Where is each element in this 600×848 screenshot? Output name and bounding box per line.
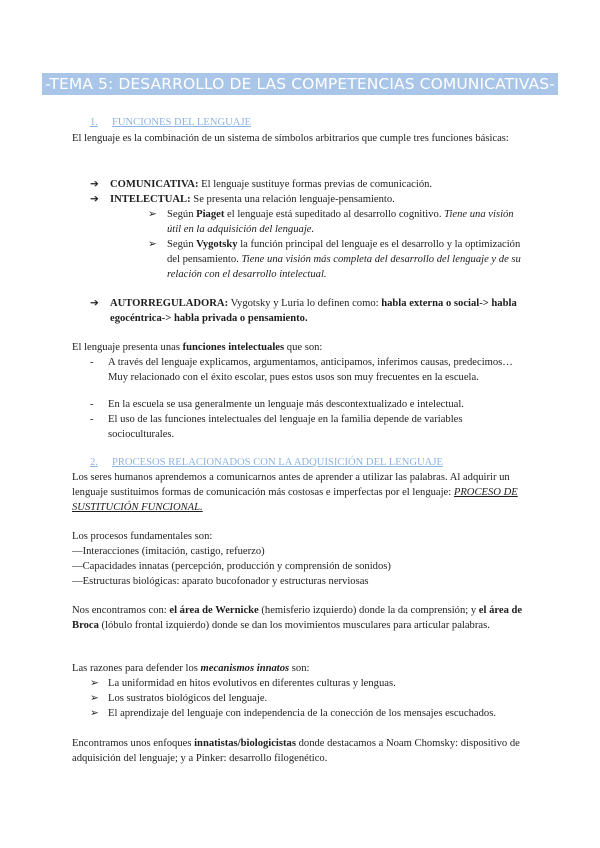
section-heading-text: FUNCIONES DEL LENGUAJE [111, 117, 252, 128]
list-item: ➢ El aprendizaje del lenguaje con independencia de la conección de los mensajes escuchados. [90, 708, 496, 719]
section-number: 1. [90, 117, 98, 128]
dash-bullet: - [90, 414, 94, 425]
section1-intro: El lenguaje es la combinación de un sistema de símbolos arbitrarios que cumple tres funciones básicas: [72, 133, 509, 144]
section2-intro: Los seres humanos aprendemos a comunicarnos antes de aprender a utilizar las palabras. Al adquirir un lenguaje sustituimos formas de comunicación más costosas e imperfectas por el lenguaje: PROCESO DE SUSTITUCIÓN FUNCIONAL. [72, 472, 518, 513]
dash-bullet: - [90, 399, 94, 410]
list-item: ➢ La uniformidad en hitos evolutivos en diferentes culturas y lenguas. [90, 678, 396, 689]
processes-title: Los procesos fundamentales son: [72, 531, 213, 542]
triangle-bullet-icon: ➢ [90, 693, 99, 704]
function-label: AUTORREGULADORA: [110, 298, 229, 309]
author-name: Vygotsky [196, 239, 238, 250]
section-heading-2 [90, 455, 443, 470]
list-item: - A través del lenguaje explicamos, argumentamos, anticipamos, inferimos causas, predecimos… Muy relacionado con el éxito escolar, pues estos usos son muy frecuentes en la escuela. [90, 357, 513, 383]
section-heading-1 [90, 115, 251, 130]
emphasis-text: PROCESO DE SUSTITUCIÓN FUNCIONAL. [72, 487, 518, 513]
function-label: COMUNICATIVA: [110, 179, 199, 190]
reasons-intro: Las razones para defender los mecanismos innatos son: [72, 663, 310, 674]
area-name: el área de Broca [72, 605, 523, 631]
triangle-bullet-icon: ➢ [148, 209, 157, 220]
list-item: ➢ Según Vygotsky la función principal del lenguaje es el desarrollo y la optimización del pensamiento. Tiene una visión más completa del desarrollo del lenguaje y de su relación con el desarrollo intelectual. [148, 239, 521, 280]
list-item [90, 192, 530, 207]
bold-text: habla externa o social-> habla egocéntrica-> habla privada o pensamiento. [110, 298, 517, 324]
function-label: INTELECTUAL: [110, 194, 191, 205]
dash-bullet: - [90, 357, 94, 368]
process-item: —Interacciones (imitación, castigo, refuerzo) [72, 546, 265, 557]
section-heading-text: PROCESOS RELACIONADOS CON LA ADQUISICIÓN DEL LENGUAJE [111, 457, 443, 468]
arrow-bullet-icon: ➔ [90, 298, 99, 309]
triangle-bullet-icon: ➢ [90, 708, 99, 719]
intellectual-functions-intro: El lenguaje presenta unas funciones intelectuales que son: [72, 342, 323, 353]
process-item: —Capacidades innatas (percepción, producción y comprensión de sonidos) [72, 561, 391, 572]
page-title-text: -TEMA 5: DESARROLLO DE LAS COMPETENCIAS COMUNICATIVAS- [42, 73, 558, 95]
function-text: El lenguaje sustituye formas previas de comunicación. [198, 179, 433, 190]
triangle-bullet-icon: ➢ [148, 239, 157, 250]
arrow-bullet-icon: ➔ [90, 194, 99, 205]
italic-note: Tiene una visión útil en la adquisición del lenguaje. [167, 209, 514, 235]
arrow-bullet-icon: ➔ [90, 179, 99, 190]
list-item: ➔ AUTORREGULADORA: Vygotsky y Luria lo definen como: habla externa o social-> habla egocéntrica-> habla privada o pensamiento. [90, 298, 517, 324]
function-text: Se presenta una relación lenguaje-pensamiento. [190, 194, 395, 205]
list-item: ➢ Los sustratos biológicos del lenguaje. [90, 693, 268, 704]
brain-areas-para: Nos encontramos con: el área de Wernicke (hemisferio izquierdo) donde la da comprensión; y el área de Broca (lóbulo frontal izquierdo) donde se dan los movimientos musculares para articular palabras. [72, 605, 523, 631]
list-item: - En la escuela se usa generalmente un lenguaje más descontextualizado e intelectual. [90, 399, 464, 410]
page-title [0, 73, 600, 95]
process-item: —Estructuras biológicas: aparato bucofonador y estructuras nerviosas [72, 576, 369, 587]
list-item: - El uso de las funciones intelectuales del lenguaje en la familia depende de variables socioculturales. [90, 414, 463, 440]
section-number: 2. [90, 457, 98, 468]
area-name: el área de Wernicke [169, 605, 259, 616]
italic-note: Tiene una visión más completa del desarrollo del lenguaje y de su relación con el desarrollo intelectual. [167, 254, 521, 280]
list-item [90, 177, 530, 192]
author-name: Piaget [196, 209, 225, 220]
list-item: ➢ Según Piaget el lenguaje está supeditado al desarrollo cognitivo. Tiene una visión útil en la adquisición del lenguaje. [148, 209, 514, 235]
triangle-bullet-icon: ➢ [90, 678, 99, 689]
approaches-para: Encontramos unos enfoques innatistas/biologicistas donde destacamos a Noam Chomsky: dispositivo de adquisición del lenguaje; y a Pinker: desarrollo filogenético. [72, 738, 520, 764]
